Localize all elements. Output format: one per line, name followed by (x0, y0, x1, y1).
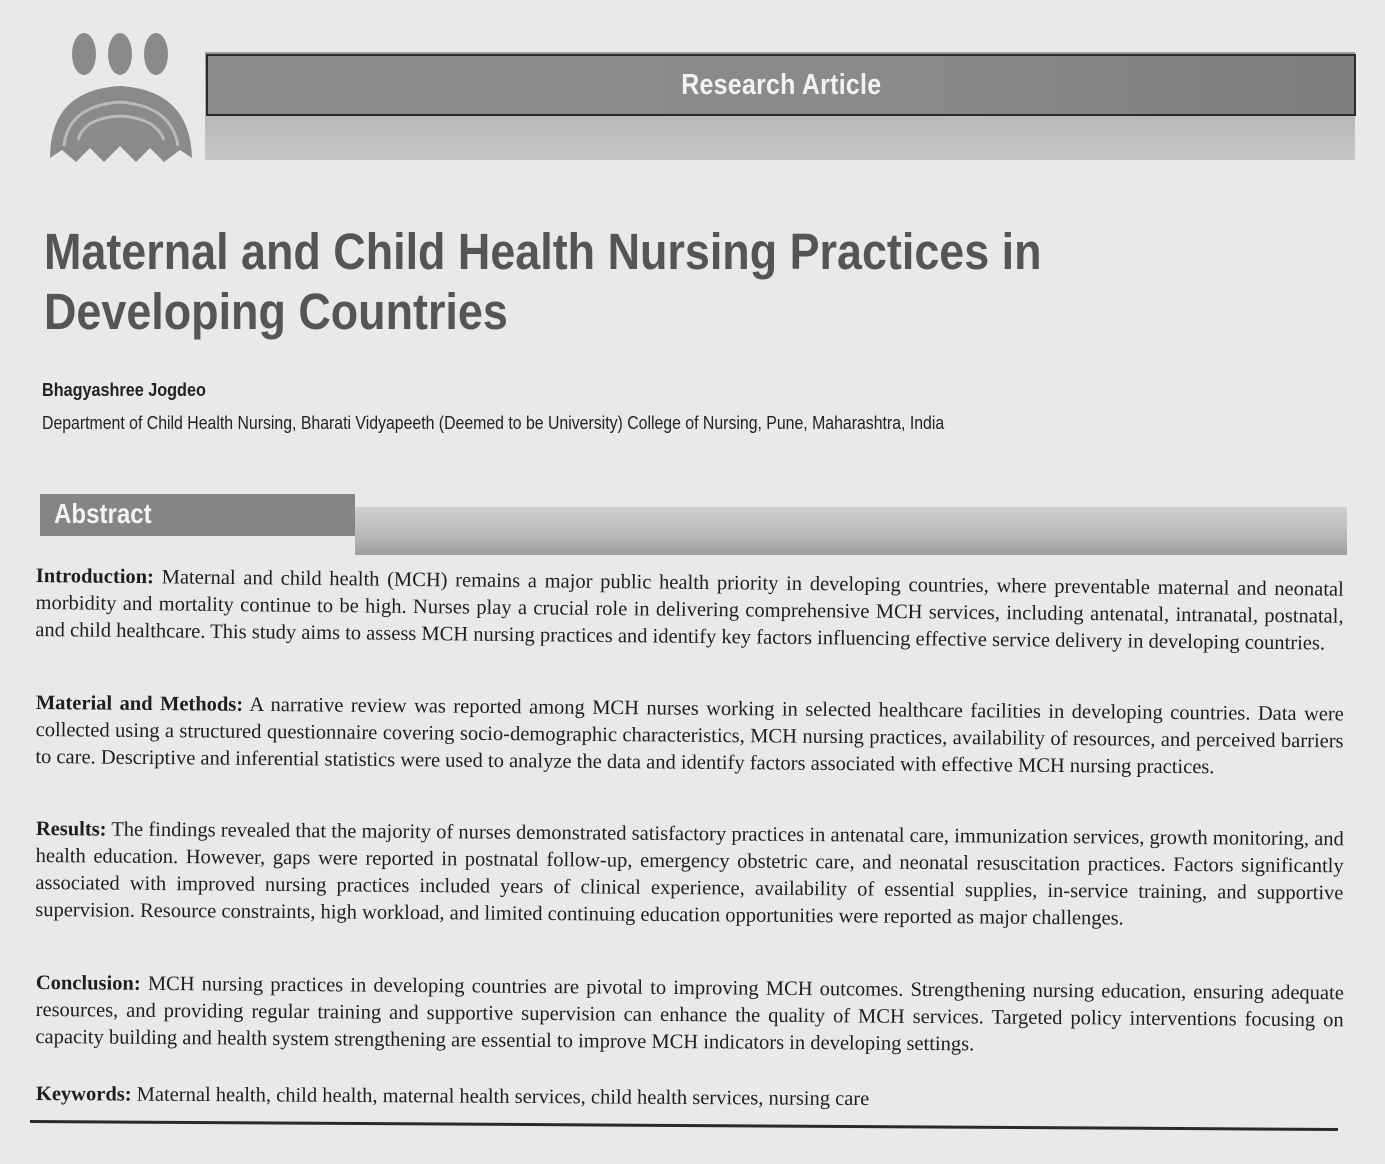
abstract-heading: Abstract (54, 498, 152, 529)
abstract-keywords (36, 1081, 1344, 1116)
section-text: A narrative review was reported among MCH nurses working in selected healthcare facilities in developing countries. Data were collected using a structured questionnaire covering socio-demographic characteristics, MCH nursing practices, availability of resources, and perceived barriers to care. Descriptive and inferential statistics were used to analyze the data and identify factors associated with effective MCH nursing practices. (35, 693, 1344, 779)
author-name: Bhagyashree Jogdeo (42, 380, 206, 400)
section-text: The findings revealed that the majority of nurses demonstrated satisfactory practices in antenatal care, immunization services, growth monitoring, and health education. However, gaps were reported in postnatal follow-up, emergency obstetric care, and neonatal resuscitation practices. Factors significantly associated with improved nursing practices included years of clinical experience, availability of essential supplies, in-service training, and supportive supervision. Resource constraints, high workload, and limited continuing education opportunities were reported as major challenges. (35, 818, 1344, 930)
journal-logo-icon (46, 28, 196, 163)
section-text: MCH nursing practices in developing countries are pivotal to improving MCH outcomes. Strengthening nursing education, ensuring adequate resources, and providing regular training and supportive supervision can enhance the quality of MCH services. Targeted policy interventions focusing on capacity building and health system strengthening are essential to improve MCH indicators in developing settings. (35, 972, 1344, 1056)
abstract-introduction (35, 563, 1344, 658)
abstract-conclusion (35, 970, 1344, 1061)
abstract-methods (35, 690, 1344, 782)
section-label: Material and Methods: (35, 691, 244, 716)
author-affiliation: Department of Child Health Nursing, Bharati Vidyapeeth (Deemed to be University) College of Nursing, Pune, Maharashtra, India (42, 413, 945, 433)
keywords-text: Maternal health, child health, maternal health services, child health services, nursing care (136, 1083, 870, 1111)
article-title: Maternal and Child Health Nursing Practices in Developing Countries (44, 223, 1042, 340)
keywords-label: Keywords: (35, 1083, 132, 1106)
article-type-label: Research Article (680, 68, 882, 101)
article-type-banner (206, 54, 1356, 116)
section-label: Introduction: (35, 564, 155, 589)
section-label: Conclusion: (35, 971, 141, 995)
section-label: Results: (35, 817, 107, 841)
section-text: Maternal and child health (MCH) remains a major public health priority in developing countries, where preventable maternal and neonatal morbidity and mortality continue to be high. Nurses play a crucial role in delivering comprehensive MCH services, including antenatal, intranatal, postnatal, and child healthcare. This study aims to assess MCH nursing practices and identify key factors influencing effective service delivery in developing countries. (35, 566, 1344, 655)
abstract-results (35, 816, 1344, 934)
abstract-strip (355, 507, 1347, 555)
bottom-divider (30, 1120, 1338, 1131)
